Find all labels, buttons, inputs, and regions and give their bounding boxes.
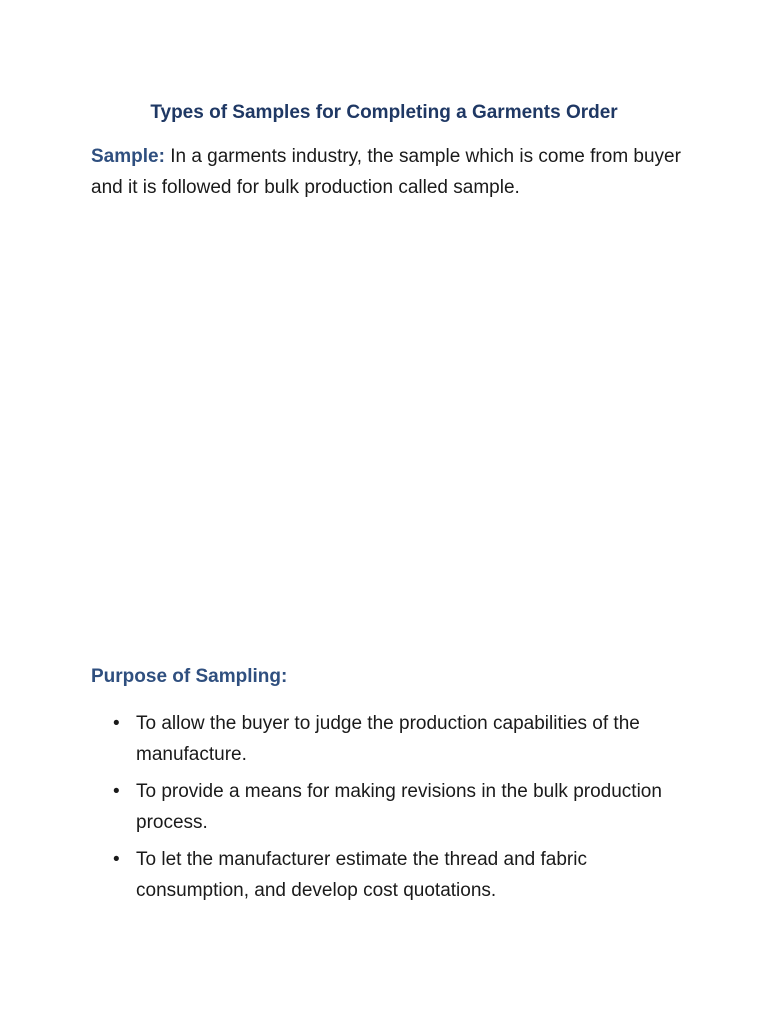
list-item-text: To provide a means for making revisions in the bulk production process. — [136, 781, 662, 833]
bullet-icon: • — [113, 849, 120, 870]
bullet-icon: • — [113, 781, 120, 802]
sample-definition — [91, 141, 691, 203]
definition-term: Sample: — [91, 146, 165, 167]
document-title: Types of Samples for Completing a Garments Order — [150, 102, 618, 123]
purpose-list — [113, 708, 693, 912]
list-item — [113, 844, 693, 906]
purpose-heading: Purpose of Sampling: — [91, 666, 288, 687]
list-item — [113, 708, 693, 770]
definition-text: In a garments industry, the sample which is come from buyer and it is followed for bulk production called sample. — [91, 146, 681, 198]
list-item — [113, 776, 693, 838]
list-item-text: To allow the buyer to judge the production capabilities of the manufacture. — [136, 713, 640, 765]
list-item-text: To let the manufacturer estimate the thread and fabric consumption, and develop cost quotations. — [136, 849, 587, 901]
bullet-icon: • — [113, 713, 120, 734]
